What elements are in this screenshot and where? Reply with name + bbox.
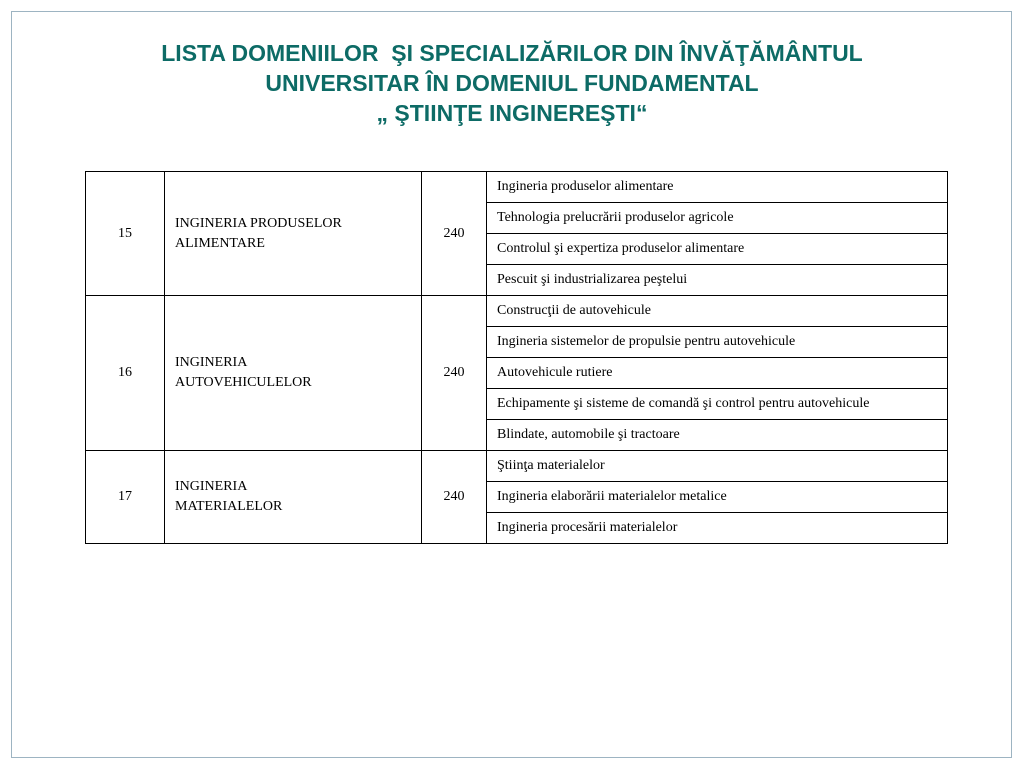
domain-number: 15 [86, 172, 165, 296]
domain-credits: 240 [422, 172, 487, 296]
specialization-cell: Ingineria produselor alimentare [487, 172, 948, 203]
domain-number: 17 [86, 451, 165, 544]
domain-name [165, 451, 422, 544]
specialization-cell: Ingineria elaborării materialelor metalice [487, 482, 948, 513]
specialization-cell: Autovehicule rutiere [487, 358, 948, 389]
specialization-cell: Ingineria sistemelor de propulsie pentru autovehicule [487, 327, 948, 358]
specialization-cell: Ştiinţa materialelor [487, 451, 948, 482]
domain-name-line: INGINERIA [175, 479, 248, 494]
specialization-cell: Tehnologia prelucrării produselor agricole [487, 203, 948, 234]
domain-name [165, 172, 422, 296]
specialization-cell: Pescuit şi industrializarea peştelui [487, 265, 948, 296]
specialization-cell: Echipamente şi sisteme de comandă şi control pentru autovehicule [487, 389, 948, 420]
specialization-cell: Ingineria procesării materialelor [487, 513, 948, 544]
domain-name-line: MATERIALELOR [175, 499, 283, 514]
title-line-2: UNIVERSITAR ÎN DOMENIUL FUNDAMENTAL [265, 70, 759, 96]
table-row [86, 172, 948, 203]
domain-name-line: AUTOVEHICULELOR [175, 375, 312, 390]
title-line-3: „ ŞTIINŢE INGINEREŞTI“ [376, 100, 648, 126]
domain-number: 16 [86, 296, 165, 451]
domain-name-line: INGINERIA PRODUSELOR [175, 215, 342, 231]
specialization-cell: Blindate, automobile şi tractoare [487, 420, 948, 451]
domain-credits: 240 [422, 451, 487, 544]
table-row [86, 296, 948, 327]
domain-credits: 240 [422, 296, 487, 451]
slide-title [0, 38, 1024, 128]
specialization-cell: Construcţii de autovehicule [487, 296, 948, 327]
domains-table [85, 171, 948, 544]
domain-name [165, 296, 422, 451]
specialization-cell: Controlul şi expertiza produselor alimentare [487, 234, 948, 265]
table-row [86, 451, 948, 482]
domain-name-line: INGINERIA [175, 355, 248, 370]
title-line-1: LISTA DOMENIILOR ŞI SPECIALIZĂRILOR DIN ÎNVĂŢĂMÂNTUL [161, 40, 863, 66]
domain-name-line: ALIMENTARE [175, 235, 265, 251]
